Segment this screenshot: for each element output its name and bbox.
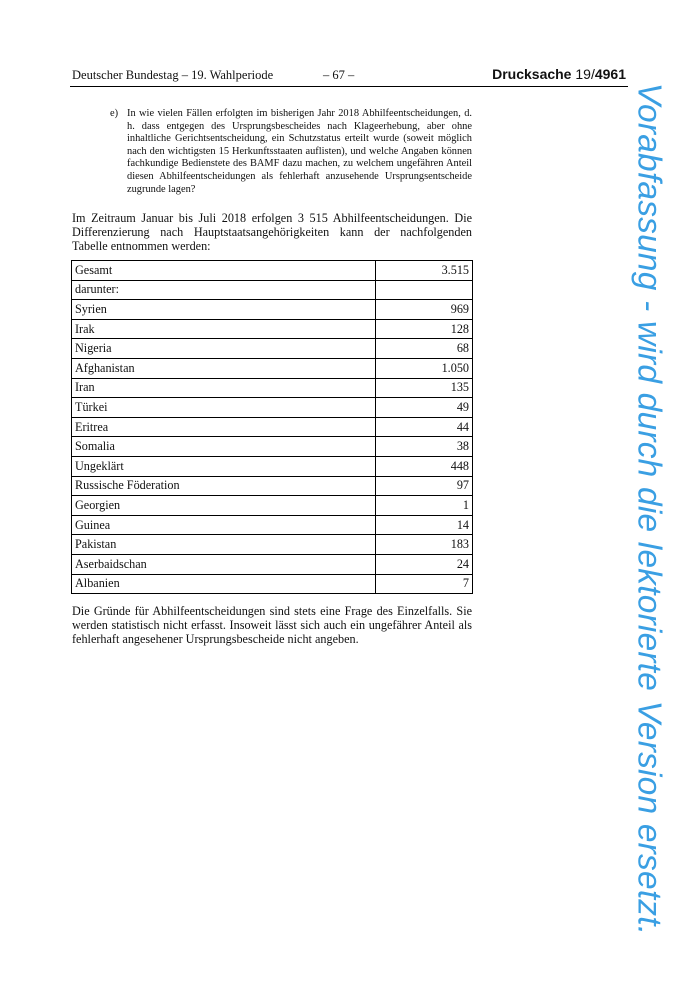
table-row <box>72 574 473 594</box>
count-cell: 24 <box>376 554 473 574</box>
draft-watermark <box>622 82 674 936</box>
table-row <box>72 476 473 496</box>
count-cell: 7 <box>376 574 473 594</box>
count-cell: 14 <box>376 515 473 535</box>
table-row <box>72 515 473 535</box>
country-cell: Eritrea <box>72 417 376 437</box>
question-marker: e) <box>110 108 119 119</box>
count-cell: 1.050 <box>376 358 473 378</box>
watermark-text: Vorabfassung - wird durch die lektorierte Version ersetzt. <box>630 82 667 936</box>
country-cell: Gesamt <box>72 261 376 281</box>
country-cell: Nigeria <box>72 339 376 359</box>
table-row <box>72 496 473 516</box>
table-row <box>72 456 473 476</box>
document-number <box>492 66 626 82</box>
table-row <box>72 417 473 437</box>
count-cell: 44 <box>376 417 473 437</box>
count-cell: 128 <box>376 319 473 339</box>
table-row <box>72 339 473 359</box>
country-cell: Somalia <box>72 437 376 457</box>
table-row <box>72 554 473 574</box>
table-row <box>72 398 473 418</box>
count-cell: 969 <box>376 300 473 320</box>
doc-prefix: 19/ <box>575 66 595 82</box>
question-e <box>110 108 472 196</box>
count-cell: 135 <box>376 378 473 398</box>
doc-number: 4961 <box>594 66 626 82</box>
count-cell: 1 <box>376 496 473 516</box>
count-cell: 97 <box>376 476 473 496</box>
country-cell: Georgien <box>72 496 376 516</box>
count-cell: 38 <box>376 437 473 457</box>
country-cell: Türkei <box>72 398 376 418</box>
table-row <box>72 280 473 300</box>
page-header <box>70 66 628 87</box>
table-row <box>72 437 473 457</box>
count-cell: 448 <box>376 456 473 476</box>
country-cell: Albanien <box>72 574 376 594</box>
table-row <box>72 319 473 339</box>
table-row <box>72 300 473 320</box>
answer-outro: Die Gründe für Abhilfeentscheidungen sind stets eine Frage des Einzelfalls. Sie werden statistisch nicht erfasst. Insoweit lässt sich auch ein ungefährer Anteil als fehlerhaft angesehener Ursprungsbescheide nicht angeben. <box>72 604 472 646</box>
count-cell <box>376 280 473 300</box>
question-text: In wie vielen Fällen erfolgten im bisherigen Jahr 2018 Abhilfeentscheidungen, d. h. dass entgegen des Ursprungsbescheides nach Klageerhebung, aber ohne inhaltliche Gerichtsentscheidung, ein Schutzstatus erteilt wurde (soweit möglich nach den wichtigsten 15 Herkunftsstaaten auflisten), und welche Angaben können fachkundige Bedienstete des BAMF dazu machen, zu welchem ungefähren Anteil diesen Abhilfeentscheidungen als fehlerhaft anzusehende Ursprungsentscheide zugrunde lagen? <box>127 108 472 195</box>
country-cell: Syrien <box>72 300 376 320</box>
country-cell: Ungeklärt <box>72 456 376 476</box>
country-cell: Irak <box>72 319 376 339</box>
table-row <box>72 358 473 378</box>
country-cell: Pakistan <box>72 535 376 555</box>
country-cell: darunter: <box>72 280 376 300</box>
count-cell: 49 <box>376 398 473 418</box>
header-parliament: Deutscher Bundestag – 19. Wahlperiode <box>72 68 274 82</box>
count-cell: 68 <box>376 339 473 359</box>
country-cell: Aserbaidschan <box>72 554 376 574</box>
count-cell: 183 <box>376 535 473 555</box>
table-row <box>72 378 473 398</box>
answer-intro: Im Zeitraum Januar bis Juli 2018 erfolgen 3 515 Abhilfeentscheidungen. Die Differenzierung nach Hauptstaatsangehörigkeiten kann der nachfolgenden Tabelle entnommen werden: <box>72 211 472 253</box>
country-cell: Russische Föderation <box>72 476 376 496</box>
count-cell: 3.515 <box>376 261 473 281</box>
page-number: – 67 – <box>323 68 355 82</box>
table-row <box>72 535 473 555</box>
country-cell: Guinea <box>72 515 376 535</box>
data-table <box>71 260 473 594</box>
doc-label: Drucksache <box>492 66 572 82</box>
country-cell: Iran <box>72 378 376 398</box>
country-cell: Afghanistan <box>72 358 376 378</box>
table-row <box>72 261 473 281</box>
